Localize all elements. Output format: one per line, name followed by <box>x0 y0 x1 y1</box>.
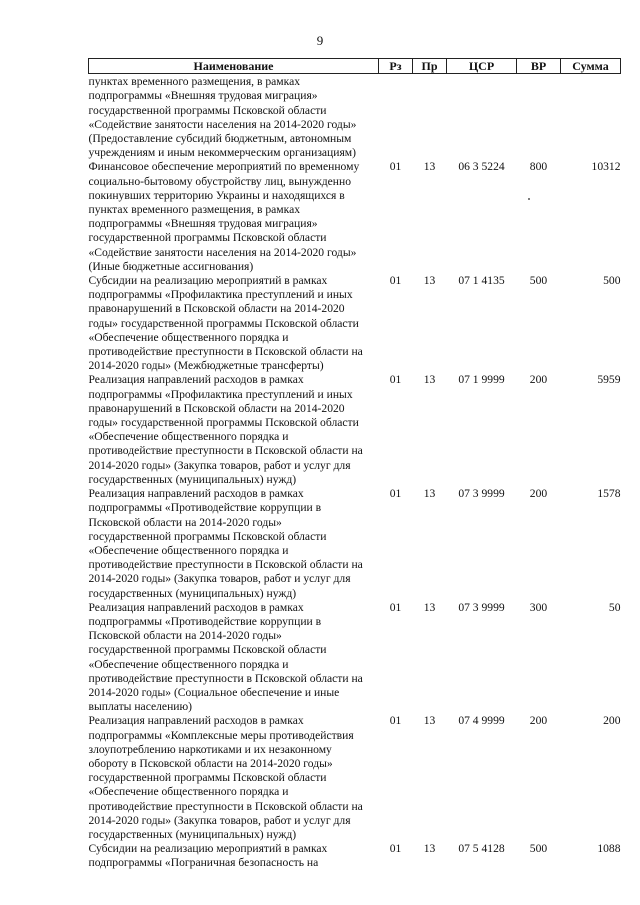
table-header-row <box>89 59 621 74</box>
row-csr: 07 1 9999 <box>458 373 505 387</box>
row-pr: 13 <box>423 714 436 728</box>
table-row <box>89 274 621 373</box>
row-vr: 200 <box>529 714 548 728</box>
row-vr <box>517 74 561 161</box>
row-sum: 10312 <box>591 160 621 174</box>
row-csr: 07 5 4128 <box>458 842 505 856</box>
row-name: Реализация направлений расходов в рамках подпрограммы «Противодействие коррупции в Псковской области на 2014-2020 годы» государственной программы Псковской области «Обеспечение общественного порядка и противодействие преступности в Псковской области на 2014-2020 годы» (Социальное обеспечение и иные выплаты населению) <box>88 600 363 714</box>
header-name: Наименование <box>89 59 379 74</box>
row-name: Реализация направлений расходов в рамках подпрограммы «Комплексные меры противодействия злоупотреблению наркотиками и их незаконному обороту в Псковской области на 2014-2020 годы» государственной программы Псковской области «Обеспечение общественного порядка и противодействие преступности в Псковской области на 2014-2020 годы» (Закупка товаров, работ и услуг для государственных (муниципальных) нужд) <box>88 714 363 841</box>
row-vr: 800 <box>529 160 548 174</box>
header-csr: ЦСР <box>447 59 517 74</box>
row-rz: 01 <box>389 714 402 728</box>
row-name: Субсидии на реализацию мероприятий в рамках подпрограммы «Профилактика преступлений и иных правонарушений в Псковской области на 2014-2020 годы» государственной программы Псковской области «Обеспечение общественного порядка и противодействие преступности в Псковской области на 2014-2020 годы» (Межбюджетные трансферты) <box>88 274 363 373</box>
table-row <box>89 373 621 487</box>
row-pr: 13 <box>423 842 436 856</box>
page-number: 9 <box>316 33 324 48</box>
row-vr: 300 <box>529 600 548 614</box>
table-row <box>89 714 621 842</box>
table-row <box>89 487 621 601</box>
header-rz: Рз <box>379 59 413 74</box>
row-sum: 50 <box>608 600 621 614</box>
row-csr: 07 3 9999 <box>458 487 505 501</box>
row-name: Финансовое обеспечение мероприятий по временному социально-бытовому обустройству лиц, вынужденно покинувших территорию Украины и находящихся в пунктах временного размещения, в рамках подпрограммы «Внешняя трудовая миграция» государственной программы Псковской области «Содействие занятости населения на 2014-2020 годы» (Иные бюджетные ассигнования) <box>88 160 360 273</box>
row-rz: 01 <box>389 160 402 174</box>
row-sum: 500 <box>603 274 621 288</box>
table-row <box>89 842 621 870</box>
row-name: Реализация направлений расходов в рамках подпрограммы «Профилактика преступлений и иных правонарушений в Псковской области на 2014-2020 годы» государственной программы Псковской области «Обеспечение общественного порядка и противодействие преступности в Псковской области на 2014-2020 годы» (Закупка товаров, работ и услуг для государственных (муниципальных) нужд) <box>88 373 363 486</box>
scan-speck <box>528 198 530 200</box>
row-pr: 13 <box>423 373 436 387</box>
row-rz: 01 <box>389 842 402 856</box>
row-vr: 200 <box>529 373 548 387</box>
table-row <box>89 74 621 161</box>
row-sum: 1088 <box>597 842 621 856</box>
row-name: Реализация направлений расходов в рамках подпрограммы «Противодействие коррупции в Псковской области на 2014-2020 годы» государственной программы Псковской области «Обеспечение общественного порядка и противодействие преступности в Псковской области на 2014-2020 годы» (Закупка товаров, работ и услуг для государственных (муниципальных) нужд) <box>88 487 363 600</box>
row-csr <box>447 74 517 161</box>
row-rz: 01 <box>389 600 402 614</box>
row-rz: 01 <box>389 373 402 387</box>
header-pr: Пр <box>413 59 447 74</box>
header-vr: ВР <box>517 59 561 74</box>
table-row <box>89 160 621 274</box>
row-pr: 13 <box>423 160 436 174</box>
row-pr: 13 <box>423 487 436 501</box>
budget-table <box>88 58 621 871</box>
row-rz <box>379 74 413 161</box>
row-sum: 200 <box>603 714 621 728</box>
row-vr: 500 <box>529 274 548 288</box>
table-row <box>89 601 621 715</box>
row-vr: 500 <box>529 842 548 856</box>
row-sum: 5959 <box>597 373 621 387</box>
header-sum: Сумма <box>561 59 621 74</box>
row-vr: 200 <box>529 487 548 501</box>
row-sum: 1578 <box>597 487 621 501</box>
row-pr: 13 <box>423 600 436 614</box>
row-name: Субсидии на реализацию мероприятий в рамках подпрограммы «Пограничная безопасность на <box>88 842 328 870</box>
row-csr: 07 1 4135 <box>458 274 505 288</box>
row-rz: 01 <box>389 274 402 288</box>
row-csr: 06 3 5224 <box>458 160 505 174</box>
row-csr: 07 3 9999 <box>458 600 505 614</box>
row-sum <box>561 74 621 161</box>
row-csr: 07 4 9999 <box>458 714 505 728</box>
row-pr: 13 <box>423 274 436 288</box>
row-name: пунктах временного размещения, в рамках подпрограммы «Внешняя трудовая миграция» государственной программы Псковской области «Содействие занятости населения на 2014-2020 годы» (Предоставление субсидий бюджетным, автономным учреждениям и иным некоммерческим организациям) <box>88 75 357 160</box>
row-rz: 01 <box>389 487 402 501</box>
row-pr <box>413 74 447 161</box>
